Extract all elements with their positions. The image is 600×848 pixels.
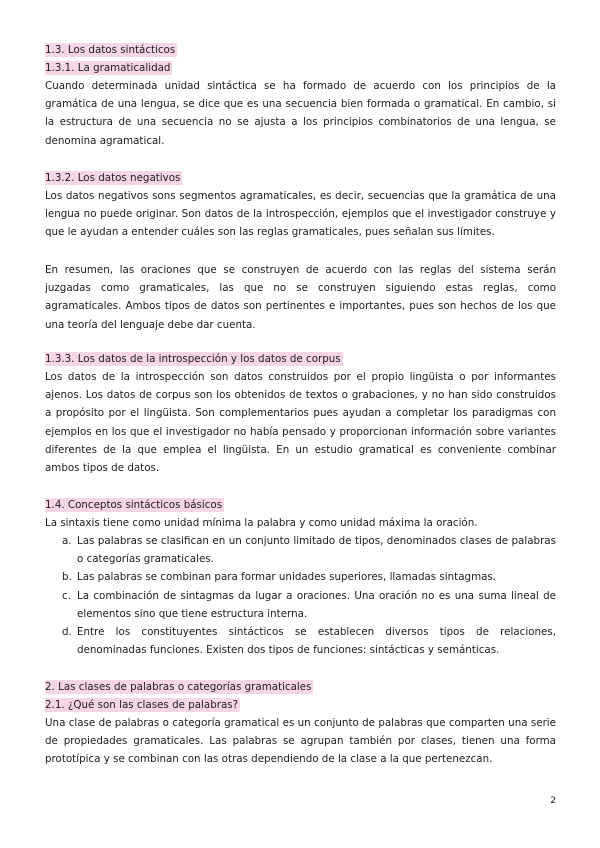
list-item: d. Entre los constituyentes sintácticos se establecen diversos tipos de relaciones, denominadas funciones. Existen dos tipos de funciones: sintácticas y semánticas. xyxy=(62,626,556,657)
section-1-3-2-paragraph: Los datos negativos sons segmentos agramaticales, es decir, secuencias que la gramática de una lengua no puede originar. Son datos de la introspección, ejemplos que el investigador construye y que le ayudan a entender cuáles son las reglas gramaticales, pues señalan sus límites. xyxy=(45,190,556,239)
section-2-1-heading: 2.1. ¿Qué son las clases de palabras? xyxy=(45,699,239,711)
section-2-heading: 2. Las clases de palabras o categorías gramaticales xyxy=(45,681,312,693)
section-2-1-paragraph: Una clase de palabras o categoría gramatical es un conjunto de palabras que comparten una serie de propiedades gramaticales. Las palabras se agrupan también por clases, tienen una forma prototípica y se combinan con las otras dependiendo de la clase a la que pertenezcan. xyxy=(45,717,556,766)
concepts-list xyxy=(45,532,556,659)
summary-paragraph: En resumen, las oraciones que se construyen de acuerdo con las reglas del sistema serán juzgadas como gramaticales, las que no se construyen siguiendo estas reglas, como agramaticales. Ambos tipos de datos son pertinentes e importantes, pues son hechos de los que una teoría del lenguaje debe dar cuenta. xyxy=(45,264,556,331)
list-item: c. La combinación de sintagmas da lugar a oraciones. Una oración no es una suma lineal de elementos sino que tiene estructura interna. xyxy=(62,589,556,620)
section-1-3-3-paragraph: Los datos de la introspección son datos construidos por el propio lingüista o por informantes ajenos. Los datos de corpus son los obtenidos de textos o grabaciones, y no han sido construidos a propósito por el lingüista. Son complementarios pues ayudan a completar los paradigmas con ejemplos en los que el investigador no había pensado y proporcionan información sobre variantes diferentes de la que emplea el lingüista. En un estudio gramatical es conveniente combinar ambos tipos de datos. xyxy=(45,371,556,475)
section-1-3-3-heading: 1.3.3. Los datos de la introspección y los datos de corpus xyxy=(45,353,341,365)
section-1-4-heading: 1.4. Conceptos sintácticos básicos xyxy=(45,499,223,511)
section-1-4-intro: La sintaxis tiene como unidad mínima la palabra y como unidad máxima la oración. xyxy=(45,517,478,529)
section-1-3-2-heading: 1.3.2. Los datos negativos xyxy=(45,172,181,184)
section-1-3-1-paragraph: Cuando determinada unidad sintáctica se ha formado de acuerdo con los principios de la gramática de una lengua, se dice que es una secuencia bien formada o gramatical. En cambio, si la estructura de una secuencia no se ajusta a los principios combinatorios de una lengua, se denomina agramatical. xyxy=(45,80,556,147)
page-number: 2 xyxy=(550,796,556,806)
section-1-3-heading: 1.3. Los datos sintácticos xyxy=(45,44,176,56)
section-1-3-1-heading: 1.3.1. La gramaticalidad xyxy=(45,62,171,74)
list-item: a. Las palabras se clasifican en un conjunto limitado de tipos, denominados clases de palabras o categorías gramaticales. xyxy=(62,535,556,566)
list-item: b. Las palabras se combinan para formar unidades superiores, llamadas sintagmas. xyxy=(62,571,497,584)
